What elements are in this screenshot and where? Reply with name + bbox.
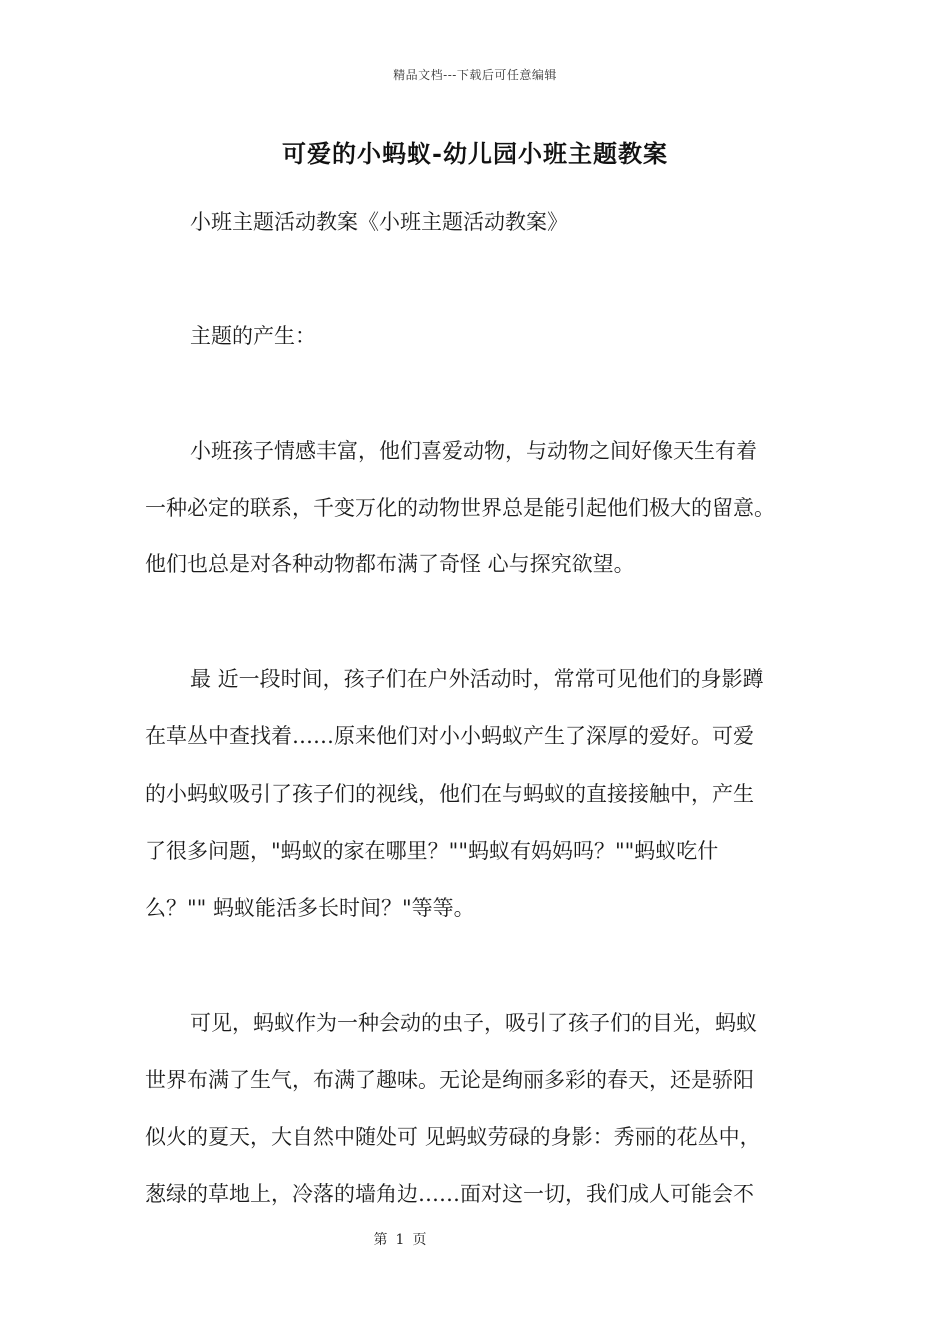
paragraph-3-line-4: 葱绿的草地上，冷落的墙角边……面对这一切，我们成人可能会不 [145, 1182, 754, 1206]
paragraph-1-line-3: 他们也总是对各种动物都布满了奇怪 心与探究欲望。 [145, 552, 635, 576]
page-number: 1 [395, 1232, 405, 1248]
paragraph-3-line-3: 似火的夏天，大自然中随处可 见蚂蚁劳碌的身影：秀丽的花丛中， [145, 1125, 761, 1149]
paragraph-2-line-4: 了很多问题，"蚂蚁的家在哪里？""蚂蚁有妈妈吗？""蚂蚁吃什 [145, 839, 719, 863]
paragraph-3-line-2: 世界布满了生气，布满了趣味。无论是绚丽多彩的春天，还是骄阳 [145, 1068, 754, 1092]
page-footer [0, 1229, 800, 1249]
footer-prefix: 第 [373, 1232, 388, 1248]
document-title: 可爱的小蚂蚁-幼儿园小班主题教案 [282, 139, 668, 168]
page-header: 精品文档---下载后可任意编辑 [393, 68, 557, 82]
paragraph-2-line-5: 么？"" 蚂蚁能活多长时间？"等等。 [145, 896, 475, 920]
paragraph-2-line-3: 的小蚂蚁吸引了孩子们的视线，他们在与蚂蚁的直接接触中，产生 [145, 782, 754, 806]
document-subtitle: 小班主题活动教案《小班主题活动教案》 [190, 210, 568, 234]
paragraph-2-line-1: 最 近一段时间，孩子们在户外活动时，常常可见他们的身影蹲 [190, 667, 764, 691]
paragraph-2-line-2: 在草丛中查找着……原来他们对小小蚂蚁产生了深厚的爱好。可爱 [145, 724, 754, 748]
paragraph-1-line-2: 一种必定的联系，千变万化的动物世界总是能引起他们极大的留意。 [145, 496, 775, 520]
paragraph-1-line-1: 小班孩子情感丰富，他们喜爱动物，与动物之间好像天生有着 [190, 439, 757, 463]
section-heading: 主题的产生： [190, 324, 316, 348]
paragraph-3-line-1: 可见，蚂蚁作为一种会动的虫子，吸引了孩子们的目光，蚂蚁 [190, 1011, 757, 1035]
footer-suffix: 页 [412, 1232, 427, 1248]
